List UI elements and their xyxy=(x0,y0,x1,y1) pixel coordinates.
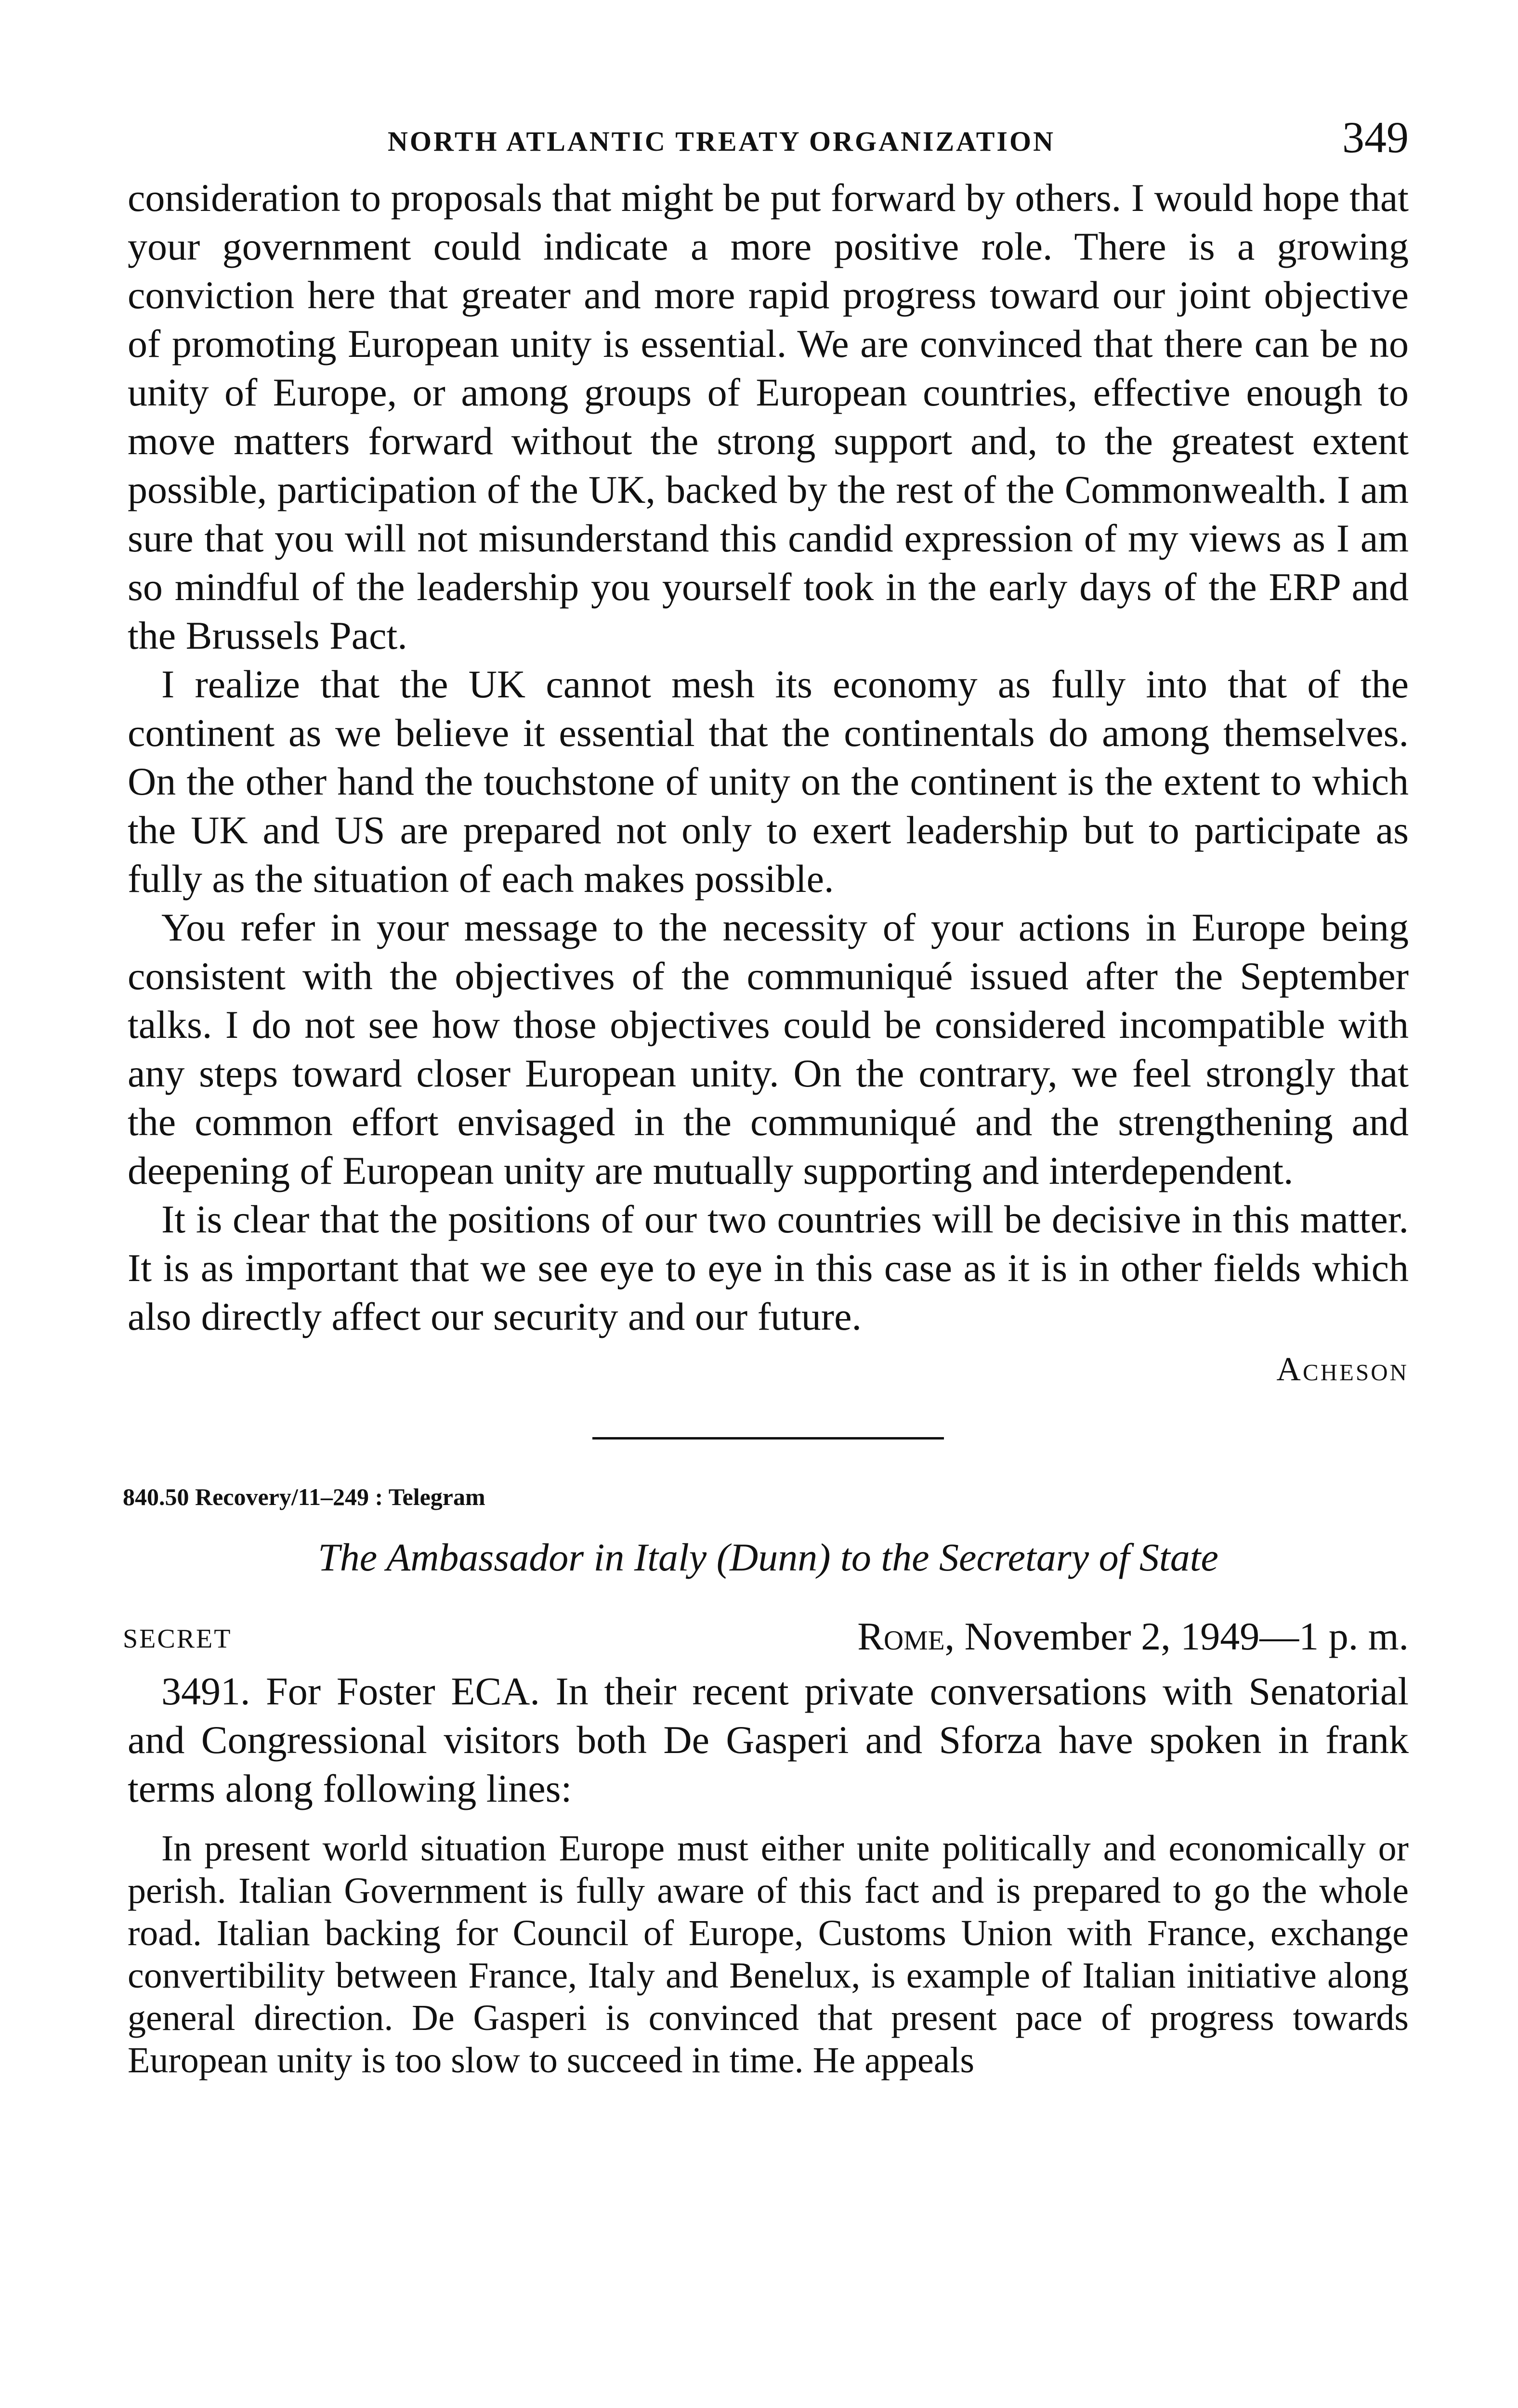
document-page xyxy=(123,111,1409,2081)
dateline-place: Rome xyxy=(857,1614,945,1658)
classification-label: SECRET xyxy=(123,1624,232,1654)
document-title: The Ambassador in Italy (Dunn) to the Secretary of State xyxy=(318,1535,1218,1579)
section-divider xyxy=(592,1437,944,1440)
quote-paragraph: In present world situation Europe must either unite politically and economically or perish. Italian Government is fully aware of this fact and is prepared to go the whole road. Italian backing for Council of Europe, Customs Union with France, exchange convertibility between France, Italy and Benelux, is example of Italian initiative along general direction. De Gasperi is convinced that present pace of progress towards European unity is too slow to succeed in time. He appeals xyxy=(128,1828,1409,2081)
dateline xyxy=(857,1614,1409,1659)
paragraph: consideration to proposals that might be put forward by others. I would hope that your government could indicate a more positive role. There is a growing conviction here that greater and more rapid progress toward our joint objective of promoting European unity is essential. We are convinced that there can be no unity of Europe, or among groups of European countries, effective enough to move matters forward without the strong support and, to the greatest extent possible, participation of the UK, backed by the rest of the Commonwealth. I am sure that you will not misunderstand this candid expression of my views as I am so mindful of the leadership you yourself took in the early days of the ERP and the Brussels Pact. xyxy=(128,176,1409,657)
classification-line xyxy=(123,1614,1409,1667)
paragraph: It is clear that the positions of our two countries will be decisive in this matter. It is as important that we see eye to eye in this case as it is in other fields which also directly affect our security and our future. xyxy=(128,1197,1409,1338)
signature: Acheson xyxy=(1276,1351,1409,1388)
running-header xyxy=(128,111,1409,173)
paragraph: I realize that the UK cannot mesh its economy as fully into that of the continent as we believe it essential that the continentals do among themselves. On the other hand the touchstone of unity on the continent is the extent to which the UK and US are prepared not only to exert leadership but to participate as fully as the situation of each makes possible. xyxy=(128,662,1409,901)
dateline-date: , November 2, 1949—1 p. m. xyxy=(944,1614,1409,1658)
letter-body xyxy=(128,173,1409,1341)
telegram-body xyxy=(128,1667,1409,1813)
running-header-title: NORTH ATLANTIC TREATY ORGANIZATION xyxy=(388,126,1056,157)
paragraph: You refer in your message to the necessity of your actions in Europe being consistent with the objectives of the communiqué issued after the September talks. I do not see how those objectives could be considered incompatible with any steps toward closer European unity. On the contrary, we feel strongly that the common effort envisaged in the communiqué and the strengthening and deepening of European unity are mutually supporting and interdependent. xyxy=(128,905,1409,1192)
telegram-quote xyxy=(128,1827,1409,2081)
telegram-opening: 3491. For Foster ECA. In their recent private conversations with Senatorial and Congressional visitors both De Gasperi and Sforza have spoken in frank terms along following lines: xyxy=(128,1669,1409,1810)
page-number: 349 xyxy=(1342,113,1409,162)
file-reference: 840.50 Recovery/11–249 : Telegram xyxy=(123,1483,485,1510)
